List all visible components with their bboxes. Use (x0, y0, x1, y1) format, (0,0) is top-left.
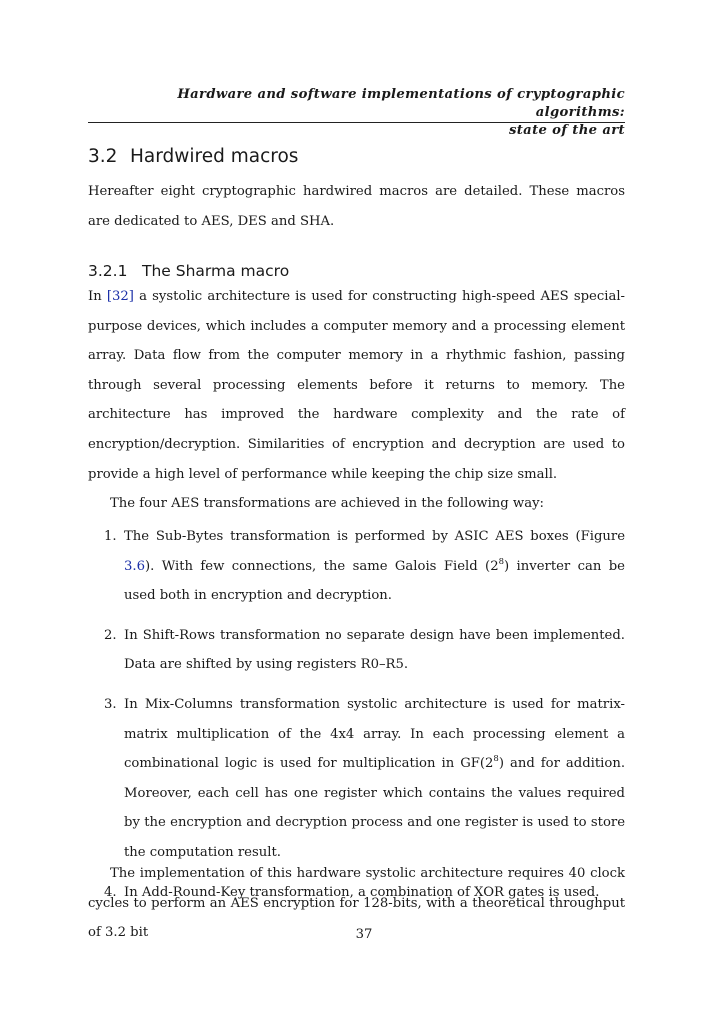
figure-reference-link[interactable]: 3.6 (124, 558, 145, 574)
subsection-number: 3.2.1 (88, 262, 128, 280)
section-number: 3.2 (88, 146, 118, 167)
section-title: Hardwired macros (130, 146, 299, 167)
citation-link[interactable]: [32] (106, 289, 134, 304)
para1-text-rest: a systolic architecture is used for constructing high-speed AES special-purpose devices, which includes a computer memory and a processing element array. Data flow from the computer memory in a rhythmic fashion, passing through several processing elements before it returns to memory. The architecture has improved the hardware complexity and the rate of encryption/decryption. Similarities of encryption and decryption are used to provide a high level of performance while keeping the chip size small. (88, 289, 625, 482)
running-header (88, 86, 625, 140)
list-item-number: 4. (104, 884, 117, 900)
list-item-text: ). With few connections, the same Galois Field (2 (144, 558, 499, 574)
list-item-text: In Mix-Columns transformation systolic architecture is used for matrix-matrix multiplication of the 4x4 array. In each processing element a combinational logic is used for multiplication in GF(2 (124, 696, 625, 772)
intro-paragraph: Hereafter eight cryptographic hardwired macros are detailed. These macros are dedicated to AES, DES and SHA. (88, 184, 625, 229)
para1-text-start: In (88, 289, 107, 304)
list-item-number: 3. (104, 696, 117, 712)
list-item-text: ) and for addition. Moreover, each cell has one register which contains the values required by the encryption and decryption process and one register is used to store the computation result. (124, 756, 626, 860)
body-paragraph-1 (88, 282, 625, 489)
list-item (88, 621, 625, 680)
transformations-list (88, 522, 625, 907)
section-heading (88, 144, 298, 170)
list-item-number: 2. (104, 627, 117, 643)
subsection-heading (88, 259, 289, 283)
list-item-text: The Sub-Bytes transformation is performed by ASIC AES boxes (Figure (124, 529, 625, 544)
body-paragraph-2: The four AES transformations are achieved in the following way: (110, 496, 544, 511)
body-paragraph-3: The implementation of this hardware systolic architecture requires 40 clock cycles to perform an AES encryption for 128-bits, with a theoretical throughput of 3.2 bit (88, 866, 625, 941)
list-item-text: In Add-Round-Key transformation, a combination of XOR gates is used. (124, 884, 600, 900)
list-item (88, 522, 625, 611)
superscript: 8 (498, 556, 505, 567)
list-item-text: In Shift-Rows transformation no separate design have been implemented. Data are shifted by using registers R0–R5. (124, 627, 625, 673)
running-header-line-2: state of the art (508, 123, 625, 138)
list-item-number: 1. (104, 529, 117, 544)
subsection-title: The Sharma macro (142, 262, 290, 280)
superscript: 8 (493, 754, 499, 765)
list-item-text: ) inverter can be used both in encryption and decryption. (124, 558, 625, 604)
page-number: 37 (355, 927, 373, 942)
running-header-line-1: Hardware and software implementations of cryptographic algorithms: (177, 87, 625, 120)
header-rule (88, 122, 625, 123)
list-item (88, 690, 625, 868)
